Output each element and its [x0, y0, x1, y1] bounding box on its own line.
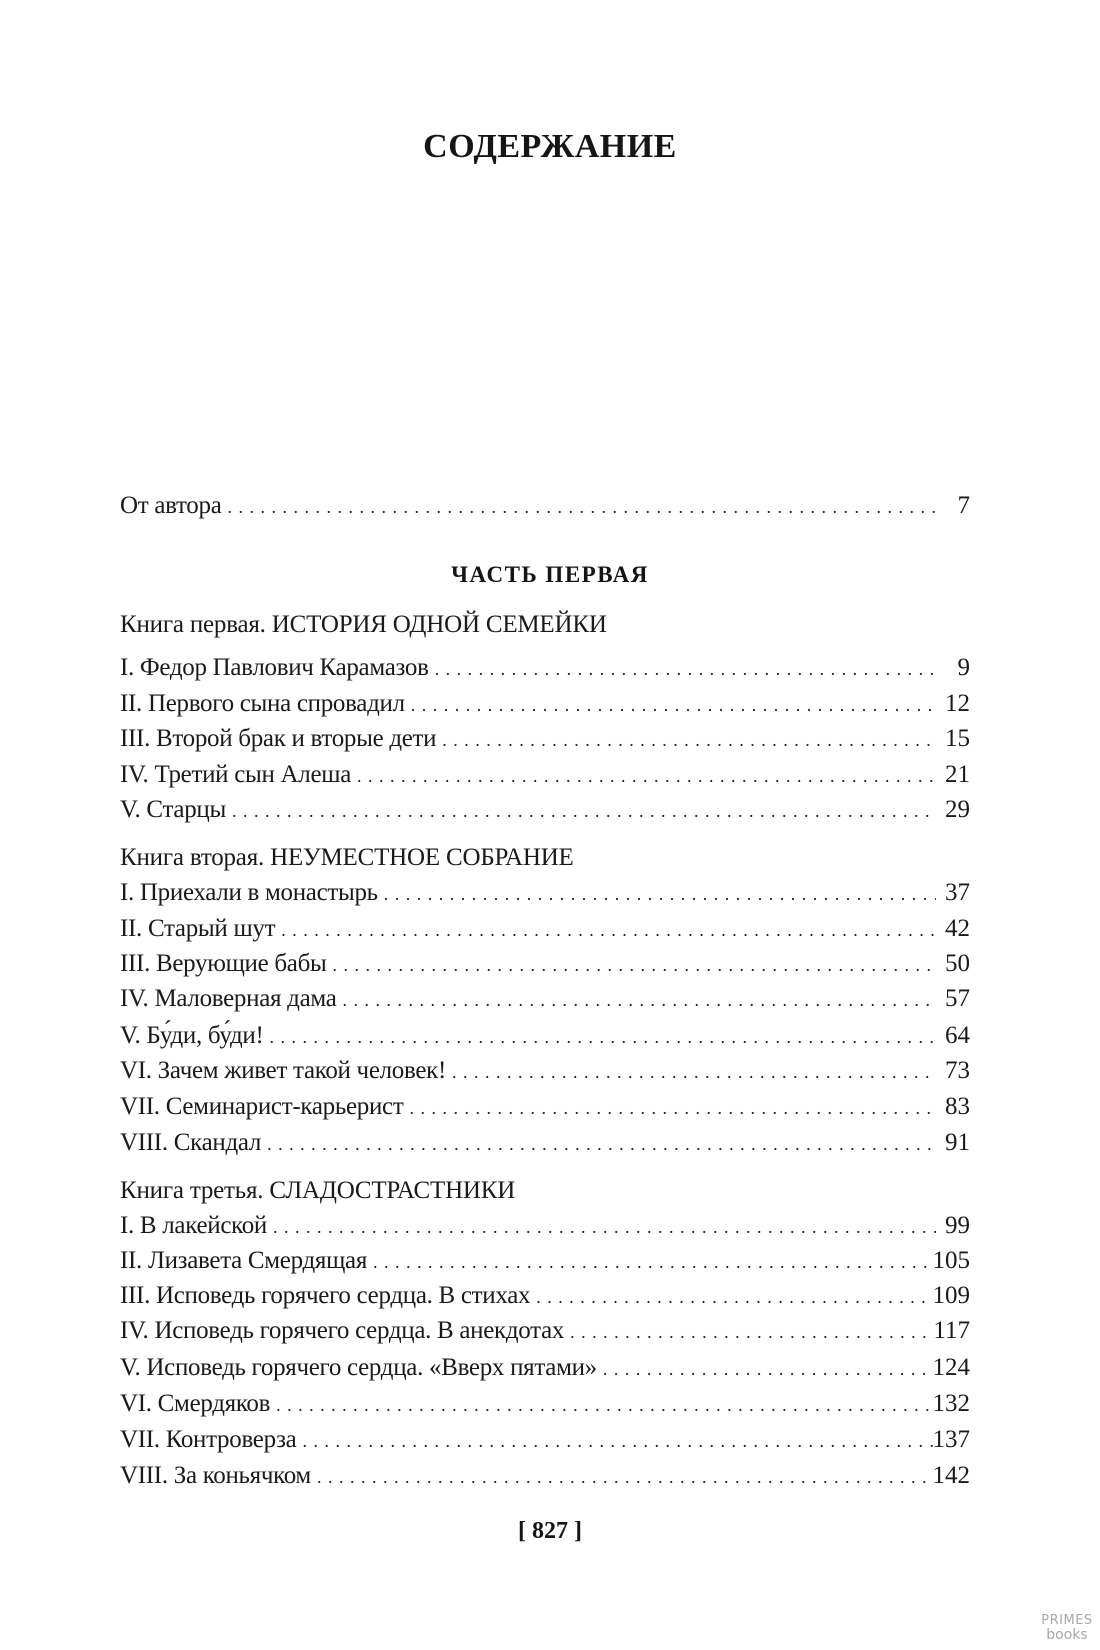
toc-entry[interactable]	[120, 761, 970, 795]
dot-leader	[267, 1134, 936, 1155]
dot-leader	[343, 990, 936, 1011]
book-heading: Книга первая. ИСТОРИЯ ОДНОЙ СЕМЕЙКИ	[120, 611, 607, 638]
toc-entry[interactable]	[120, 690, 970, 724]
entry-page: 132	[932, 1390, 970, 1417]
entry-label: V. Исповедь горячего сердца. «Вверх пятами»	[120, 1354, 597, 1381]
toc-entry[interactable]	[120, 1462, 970, 1496]
entry-page: 50	[945, 950, 970, 977]
toc-entry[interactable]	[120, 1317, 970, 1351]
entry-page: 73	[945, 1057, 970, 1084]
dot-leader	[411, 695, 936, 716]
entry-label: VI. Зачем живет такой человек!	[120, 1057, 447, 1084]
entry-page: 91	[945, 1129, 970, 1156]
watermark-top: PRIMES	[1041, 1613, 1093, 1628]
dot-leader	[228, 497, 937, 518]
book-heading: Книга вторая. НЕУМЕСТНОЕ СОБРАНИЕ	[120, 844, 574, 871]
toc-entry[interactable]	[120, 725, 970, 759]
entry-label: IV. Маловерная дама	[120, 985, 337, 1012]
entry-page: 99	[945, 1212, 970, 1239]
watermark-bottom: books	[1046, 1627, 1088, 1643]
dot-leader	[409, 1098, 936, 1119]
entry-label: II. Первого сына спровадил	[120, 690, 405, 717]
dot-leader	[357, 766, 936, 787]
toc-entry[interactable]	[120, 1093, 970, 1127]
entry-page: 109	[932, 1282, 970, 1309]
entry-page: 142	[932, 1462, 970, 1489]
toc-entry[interactable]	[120, 1247, 970, 1281]
entry-label: III. Исповедь горячего сердца. В стихах	[120, 1282, 531, 1309]
toc-entry[interactable]	[120, 915, 970, 949]
dot-leader	[603, 1359, 933, 1380]
dot-leader	[270, 1027, 936, 1048]
entry-label: VII. Контроверза	[120, 1426, 297, 1453]
toc-entry[interactable]	[120, 1022, 970, 1056]
dot-leader	[384, 884, 936, 905]
page-title: СОДЕРЖАНИЕ	[423, 128, 677, 165]
toc-entry[interactable]	[120, 796, 970, 830]
entry-page: 64	[945, 1022, 970, 1049]
dot-leader	[452, 1062, 936, 1083]
dot-leader	[281, 920, 936, 941]
dot-leader	[232, 801, 936, 822]
part-heading: ЧАСТЬ ПЕРВАЯ	[451, 562, 649, 587]
entry-label: I. В лакейской	[120, 1212, 267, 1239]
entry-label: IV. Третий сын Алеша	[120, 761, 351, 788]
toc-entry[interactable]	[120, 950, 970, 984]
dot-leader	[317, 1467, 933, 1488]
entry-label: I. Федор Павлович Карамазов	[120, 654, 429, 681]
entry-label: От автора	[120, 492, 222, 519]
publisher-watermark	[1034, 1614, 1100, 1642]
book-heading: Книга третья. СЛАДОСТРАСТНИКИ	[120, 1177, 516, 1204]
entry-label: III. Второй брак и вторые дети	[120, 725, 437, 752]
entry-page: 9	[957, 654, 970, 681]
dot-leader	[570, 1322, 933, 1343]
dot-leader	[435, 659, 936, 680]
entry-label: IV. Исповедь горячего сердца. В анекдотах	[120, 1317, 565, 1344]
dot-leader	[302, 1431, 932, 1452]
dot-leader	[536, 1287, 932, 1308]
entry-label: VII. Семинарист-карьерист	[120, 1093, 404, 1120]
entry-page: 83	[945, 1093, 970, 1120]
dot-leader	[273, 1217, 936, 1238]
entry-label: V. Бу́ди, бу́ди!	[120, 1022, 264, 1049]
entry-page: 137	[932, 1426, 970, 1453]
toc-entry[interactable]	[120, 1426, 970, 1460]
toc-entry[interactable]	[120, 1282, 970, 1316]
page-number: [ 827 ]	[518, 1518, 582, 1544]
entry-page: 12	[945, 690, 970, 717]
dot-leader	[333, 955, 936, 976]
toc-entry[interactable]	[120, 1057, 970, 1091]
entry-label: VIII. За коньячком	[120, 1462, 311, 1489]
entry-page: 21	[945, 761, 970, 788]
entry-label: II. Лизавета Смердящая	[120, 1247, 368, 1274]
entry-label: VIII. Скандал	[120, 1129, 262, 1156]
toc-entry[interactable]	[120, 1390, 970, 1424]
toc-entry[interactable]	[120, 879, 970, 913]
entry-page: 105	[932, 1247, 970, 1274]
entry-page: 42	[945, 915, 970, 942]
toc-entry-preface[interactable]	[120, 492, 970, 526]
entry-label: III. Верующие бабы	[120, 950, 327, 977]
toc-entry[interactable]	[120, 1129, 970, 1163]
entry-page: 57	[945, 985, 970, 1012]
entry-page: 37	[945, 879, 970, 906]
entry-label: V. Старцы	[120, 796, 226, 823]
entry-label: I. Приехали в монастырь	[120, 879, 378, 906]
dot-leader	[442, 730, 936, 751]
toc-entry[interactable]	[120, 1212, 970, 1246]
entry-page: 7	[957, 492, 970, 519]
entry-label: II. Старый шут	[120, 915, 276, 942]
dot-leader	[373, 1252, 932, 1273]
entry-page: 15	[945, 725, 970, 752]
entry-page: 124	[932, 1354, 970, 1381]
toc-entry[interactable]	[120, 1354, 970, 1388]
entry-page: 117	[933, 1317, 970, 1344]
toc-entry[interactable]	[120, 654, 970, 688]
dot-leader	[276, 1395, 932, 1416]
toc-entry[interactable]	[120, 985, 970, 1019]
entry-page: 29	[945, 796, 970, 823]
entry-label: VI. Смердяков	[120, 1390, 271, 1417]
